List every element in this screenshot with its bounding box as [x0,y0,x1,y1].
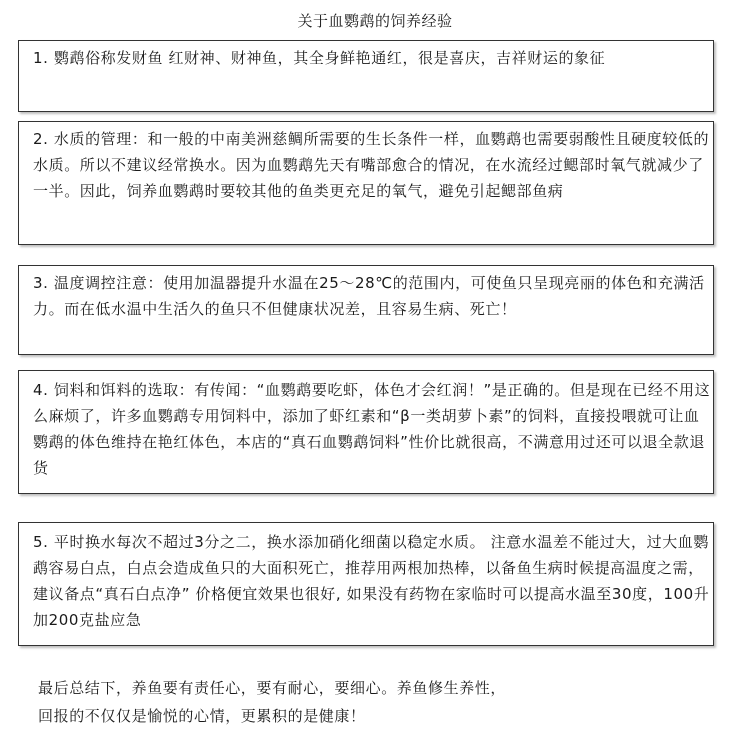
summary-line-2: 回报的不仅仅是愉悦的心情，更累积的是健康！ [38,707,366,725]
section-text-5: 5. 平时换水每次不超过3分之二，换水添加硝化细菌以稳定水质。 注意水温差不能过大，过大血鹦鹉容易白点，白点会造成鱼只的大面积死亡，推荐用两根加热棒，以备鱼生病时候提高温度之需，建议备点“真石白点净” 价格便宜效果也很好, 如果没有药物在家临时可以提高水温至30度，100升加200克盐应急 [33,533,710,629]
section-box-3 [18,265,714,355]
section-box-4 [18,370,714,494]
page-title: 关于血鹦鹉的饲养经验 [297,12,453,30]
section-text-3: 3. 温度调控注意：使用加温器提升水温在25～28℃的范围内，可使鱼只呈现亮丽的体色和充满活力。而在低水温中生活久的鱼只不但健康状况差，且容易生病、死亡！ [33,274,705,318]
summary-line-1: 最后总结下，养鱼要有责任心，要有耐心，要细心。养鱼修生养性， [38,679,507,697]
section-text-4: 4. 饲料和饵料的选取：有传闻：“血鹦鹉要吃虾，体色才会红润！”是正确的。但是现在已经不用这么麻烦了，许多血鹦鹉专用饲料中，添加了虾红素和“β一类胡萝卜素”的饲料，直接投喂就可让血鹦鹉的体色维持在艳红体色，本店的“真石血鹦鹉饲料”性价比就很高，不满意用过还可以退全款退货 [33,381,711,477]
section-box-2 [18,121,714,245]
section-box-1 [18,40,714,112]
section-text-1: 1. 鹦鹉俗称发财鱼 红财神、财神鱼，其全身鲜艳通红，很是喜庆，吉祥财运的象征 [33,49,606,67]
summary-block [38,674,718,730]
section-box-5 [18,522,714,646]
section-text-2: 2. 水质的管理：和一般的中南美洲慈鲷所需要的生长条件一样，血鹦鹉也需要弱酸性且硬度较低的水质。所以不建议经常换水。因为血鹦鹉先天有嘴部愈合的情况，在水流经过鳃部时氧气就减少了一半。因此，饲养血鹦鹉时要较其他的鱼类更充足的氧气，避免引起鳃部鱼病 [33,130,710,200]
